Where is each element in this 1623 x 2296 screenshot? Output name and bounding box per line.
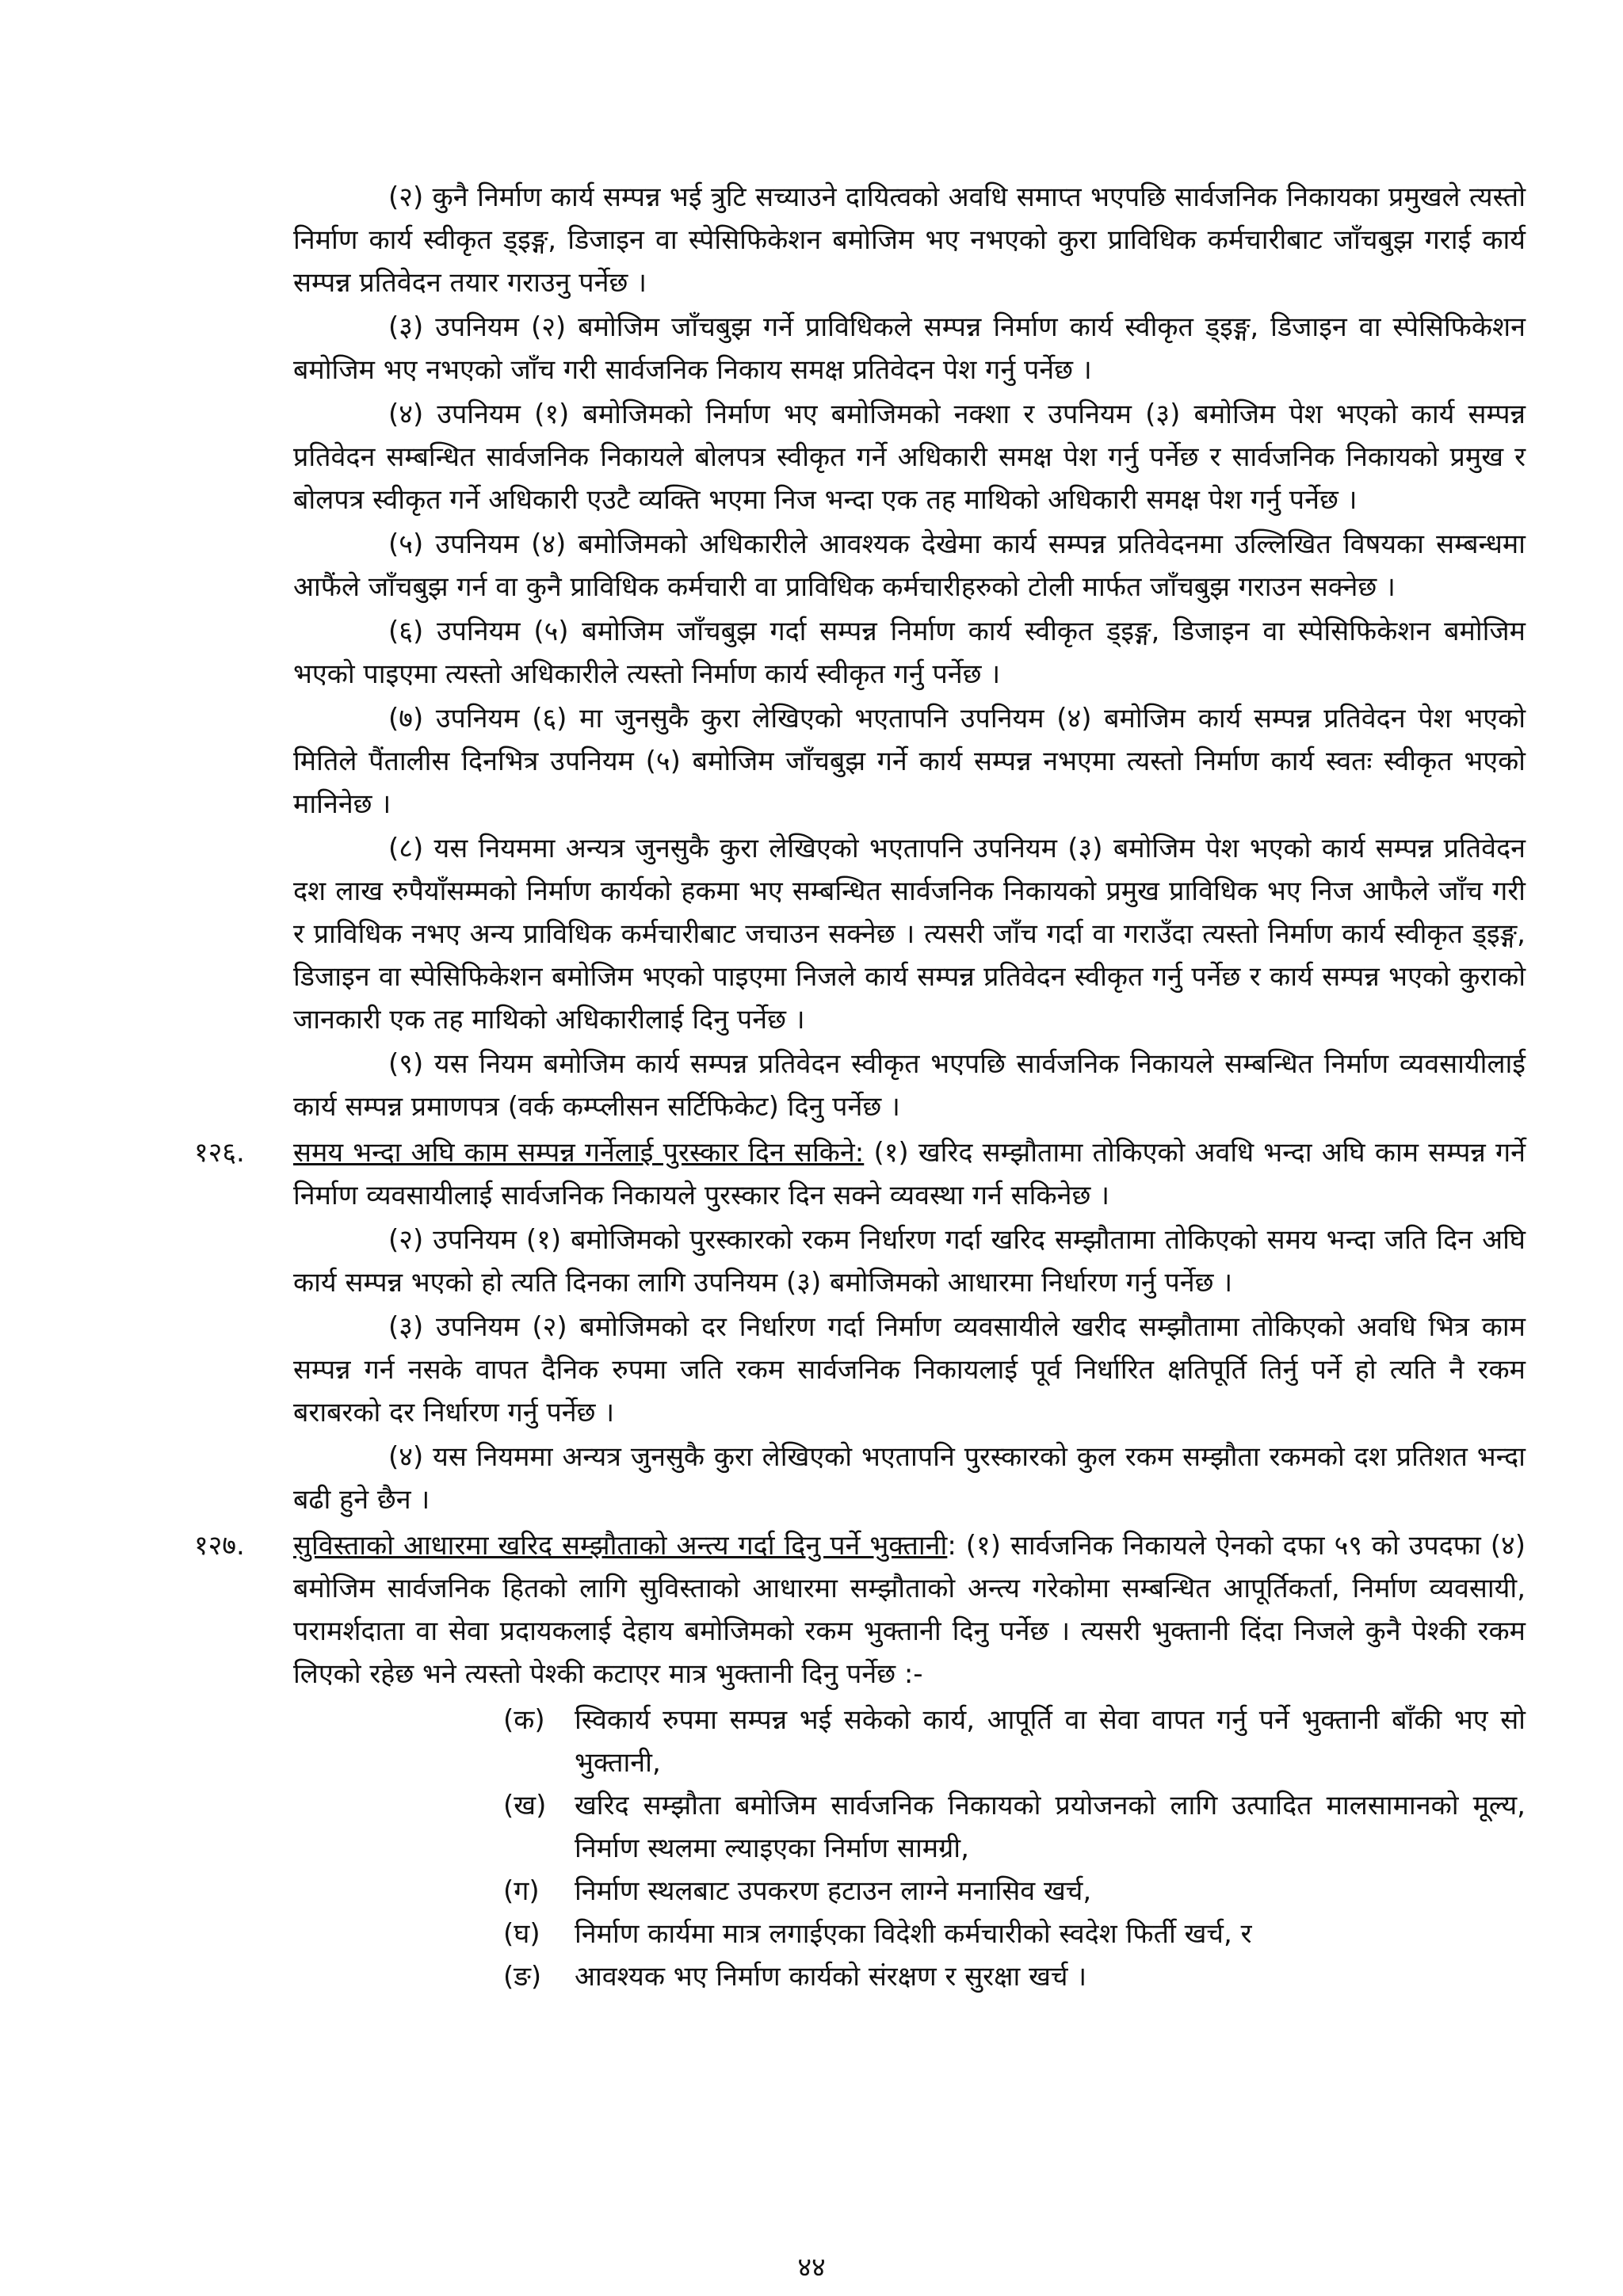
clause-marker: (क) bbox=[503, 1704, 545, 1736]
rule-127-number: १२७. bbox=[194, 1530, 245, 1562]
clause-text: स्विकार्य रुपमा सम्पन्न भई सकेको कार्य, आपूर्ति वा सेवा वापत गर्नु पर्ने भुक्तानी बाँकी भए सो भुक्तानी, bbox=[575, 1704, 1526, 1779]
rule-125-subrule-3: (३) उपनियम (२) बमोजिम जाँचबुझ गर्ने प्राविधिकले सम्पन्न निर्माण कार्य स्वीकृत ड्इङ्ग, डिजाइन वा स्पेसिफिकेशन बमोजिम भए नभएको जाँच गरी सार्वजनिक निकाय समक्ष प्रतिवेदन पेश गर्नु पर्नेछ । bbox=[293, 311, 1526, 386]
rule-125-subrule-6: (६) उपनियम (५) बमोजिम जाँचबुझ गर्दा सम्पन्न निर्माण कार्य स्वीकृत ड्इङ्ग, डिजाइन वा स्पेसिफिकेशन बमोजिम भएको पाइएमा त्यस्तो अधिकारीले त्यस्तो निर्माण कार्य स्वीकृत गर्नु पर्नेछ । bbox=[293, 616, 1526, 690]
page-number: ४४ bbox=[797, 2252, 826, 2283]
document-body bbox=[194, 174, 1526, 1998]
clause-ka bbox=[503, 1699, 1526, 1784]
rule-125-subrule-8: (८) यस नियममा अन्यत्र जुनसुकै कुरा लेखिएको भएतापनि उपनियम (३) बमोजिम पेश भएको कार्य सम्पन्न प्रतिवेदन दश लाख रुपैयाँसम्मको निर्माण कार्यको हकमा भए सम्बन्धित सार्वजनिक निकायको प्रमुख प्राविधिक भए निज आफैले जाँच गरी र प्राविधिक नभए अन्य प्राविधिक कर्मचारीबाट जचाउन सक्नेछ । त्यसरी जाँच गर्दा वा गराउँदा त्यस्तो निर्माण कार्य स्वीकृत ड्इङ्ग, डिजाइन वा स्पेसिफिकेशन बमोजिम भएको पाइएमा निजले कार्य सम्पन्न प्रतिवेदन स्वीकृत गर्नु पर्नेछ र कार्य सम्पन्न भएको कुराको जानकारी एक तह माथिको अधिकारीलाई दिनु पर्नेछ । bbox=[293, 833, 1526, 1035]
rule-127-section bbox=[194, 1524, 1526, 1695]
rule-125-subrule-4: (४) उपनियम (१) बमोजिमको निर्माण भए बमोजिमको नक्शा र उपनियम (३) बमोजिम पेश भएको कार्य सम्पन्न प्रतिवेदन सम्बन्धित सार्वजनिक निकायले बोलपत्र स्वीकृत गर्ने अधिकारी समक्ष पेश गर्नु पर्नेछ र सार्वजनिक निकायको प्रमुख र बोलपत्र स्वीकृत गर्ने अधिकारी एउटै व्यक्ति भएमा निज भन्दा एक तह माथिको अधिकारी समक्ष पेश गर्नु पर्नेछ । bbox=[293, 399, 1526, 516]
rule-125-subrule-7: (७) उपनियम (६) मा जुनसुकै कुरा लेखिएको भएतापनि उपनियम (४) बमोजिम कार्य सम्पन्न प्रतिवेदन पेश भएको मितिले पैंतालीस दिनभित्र उपनियम (५) बमोजिम जाँचबुझ गर्ने कार्य सम्पन्न नभएमा त्यस्तो निर्माण कार्य स्वतः स्वीकृत भएको मानिनेछ । bbox=[293, 703, 1526, 820]
rule-126-number: १२६. bbox=[194, 1137, 245, 1169]
clause-marker: (ङ) bbox=[503, 1961, 542, 1993]
rule-126-subrule-1 bbox=[293, 1131, 1526, 1217]
clause-marker: (ग) bbox=[503, 1875, 540, 1907]
rule-127-heading: सुविस्ताको आधारमा खरिद सम्झौताको अन्त्य गर्दा दिनु पर्ने भुक्तानी bbox=[293, 1530, 948, 1562]
rule-126-subrule-2: (२) उपनियम (१) बमोजिमको पुरस्कारको रकम निर्धारण गर्दा खरिद सम्झौतामा तोकिएको समय भन्दा जति दिन अघि कार्य सम्पन्न भएको हो त्यति दिनका लागि उपनियम (३) बमोजिमको आधारमा निर्धारण गर्नु पर्नेछ । bbox=[293, 1224, 1526, 1299]
clause-gha bbox=[503, 1913, 1526, 1955]
rule-126-section bbox=[194, 1131, 1526, 1217]
rule-126-subrule-3: (३) उपनियम (२) बमोजिमको दर निर्धारण गर्दा निर्माण व्यवसायीले खरीद सम्झौतामा तोकिएको अवधि भित्र काम सम्पन्न गर्न नसके वापत दैनिक रुपमा जति रकम सार्वजनिक निकायलाई पूर्व निर्धारित क्षतिपूर्ति तिर्नु पर्ने हो त्यति नै रकम बराबरको दर निर्धारण गर्नु पर्नेछ । bbox=[293, 1311, 1526, 1428]
clause-nga bbox=[503, 1955, 1526, 1998]
clause-text: खरिद सम्झौता बमोजिम सार्वजनिक निकायको प्रयोजनको लागि उत्पादित मालसामानको मूल्य, निर्माण स्थलमा ल्याइएका निर्माण सामग्री, bbox=[575, 1790, 1526, 1864]
rule-127-clause-list bbox=[503, 1699, 1526, 1998]
rule-125-subrule-2: (२) कुनै निर्माण कार्य सम्पन्न भई त्रुटि सच्याउने दायित्वको अवधि समाप्त भएपछि सार्वजनिक निकायका प्रमुखले त्यस्तो निर्माण कार्य स्वीकृत ड्इङ्ग, डिजाइन वा स्पेसिफिकेशन बमोजिम भए नभएको कुरा प्राविधिक कर्मचारीबाट जाँचबुझ गराई कार्य सम्पन्न प्रतिवेदन तयार गराउनु पर्नेछ । bbox=[293, 181, 1526, 299]
rule-126-first-text: (१) खरिद सम्झौतामा तोकिएको अवधि भन्दा अघि काम सम्पन्न गर्ने निर्माण व्यवसायीलाई सार्वजनिक निकायले पुरस्कार दिन सक्ने व्यवस्था गर्न सकिनेछ । bbox=[293, 1137, 1526, 1211]
rule-127-first-text: : (१) सार्वजनिक निकायले ऐनको दफा ५९ को उपदफा (४) बमोजिम सार्वजनिक हितको लागि सुविस्ताको आधारमा सम्झौताको अन्त्य गरेकोमा सम्बन्धित आपूर्तिकर्ता, निर्माण व्यवसायी, परामर्शदाता वा सेवा प्रदायकलाई देहाय बमोजिमको रकम भुक्तानी दिनु पर्नेछ । त्यसरी भुक्तानी दिंदा निजले कुनै पेश्की रकम लिएको रहेछ भने त्यस्तो पेश्की कटाएर मात्र भुक्तानी दिनु पर्नेछ :- bbox=[293, 1530, 1526, 1690]
clause-text: निर्माण स्थलबाट उपकरण हटाउन लाग्ने मनासिव खर्च, bbox=[575, 1875, 1092, 1907]
rule-126-subrule-4: (४) यस नियममा अन्यत्र जुनसुकै कुरा लेखिएको भएतापनि पुरस्कारको कुल रकम सम्झौता रकमको दश प्रतिशत भन्दा बढी हुने छैन । bbox=[293, 1441, 1526, 1516]
clause-text: आवश्यक भए निर्माण कार्यको संरक्षण र सुरक्षा खर्च । bbox=[575, 1961, 1087, 1993]
rule-125-subrule-9: (९) यस नियम बमोजिम कार्य सम्पन्न प्रतिवेदन स्वीकृत भएपछि सार्वजनिक निकायले सम्बन्धित निर्माण व्यवसायीलाई कार्य सम्पन्न प्रमाणपत्र (वर्क कम्प्लीसन सर्टिफिकेट) दिनु पर्नेछ । bbox=[293, 1048, 1526, 1123]
rule-126-heading: समय भन्दा अघि काम सम्पन्न गर्नेलाई पुरस्कार दिन सकिने: bbox=[293, 1137, 865, 1169]
rule-125-subrule-5: (५) उपनियम (४) बमोजिमको अधिकारीले आवश्यक देखेमा कार्य सम्पन्न प्रतिवेदनमा उल्लिखित विषयका सम्बन्धमा आफैंले जाँचबुझ गर्न वा कुनै प्राविधिक कर्मचारी वा प्राविधिक कर्मचारीहरुको टोली मार्फत जाँचबुझ गराउन सक्नेछ । bbox=[293, 528, 1526, 603]
rule-127-subrule-1 bbox=[293, 1524, 1526, 1695]
clause-marker: (घ) bbox=[503, 1918, 540, 1950]
clause-marker: (ख) bbox=[503, 1790, 547, 1821]
clause-kha bbox=[503, 1784, 1526, 1870]
clause-text: निर्माण कार्यमा मात्र लगाईएका विदेशी कर्मचारीको स्वदेश फिर्ती खर्च, र bbox=[575, 1918, 1252, 1950]
clause-ga bbox=[503, 1870, 1526, 1913]
